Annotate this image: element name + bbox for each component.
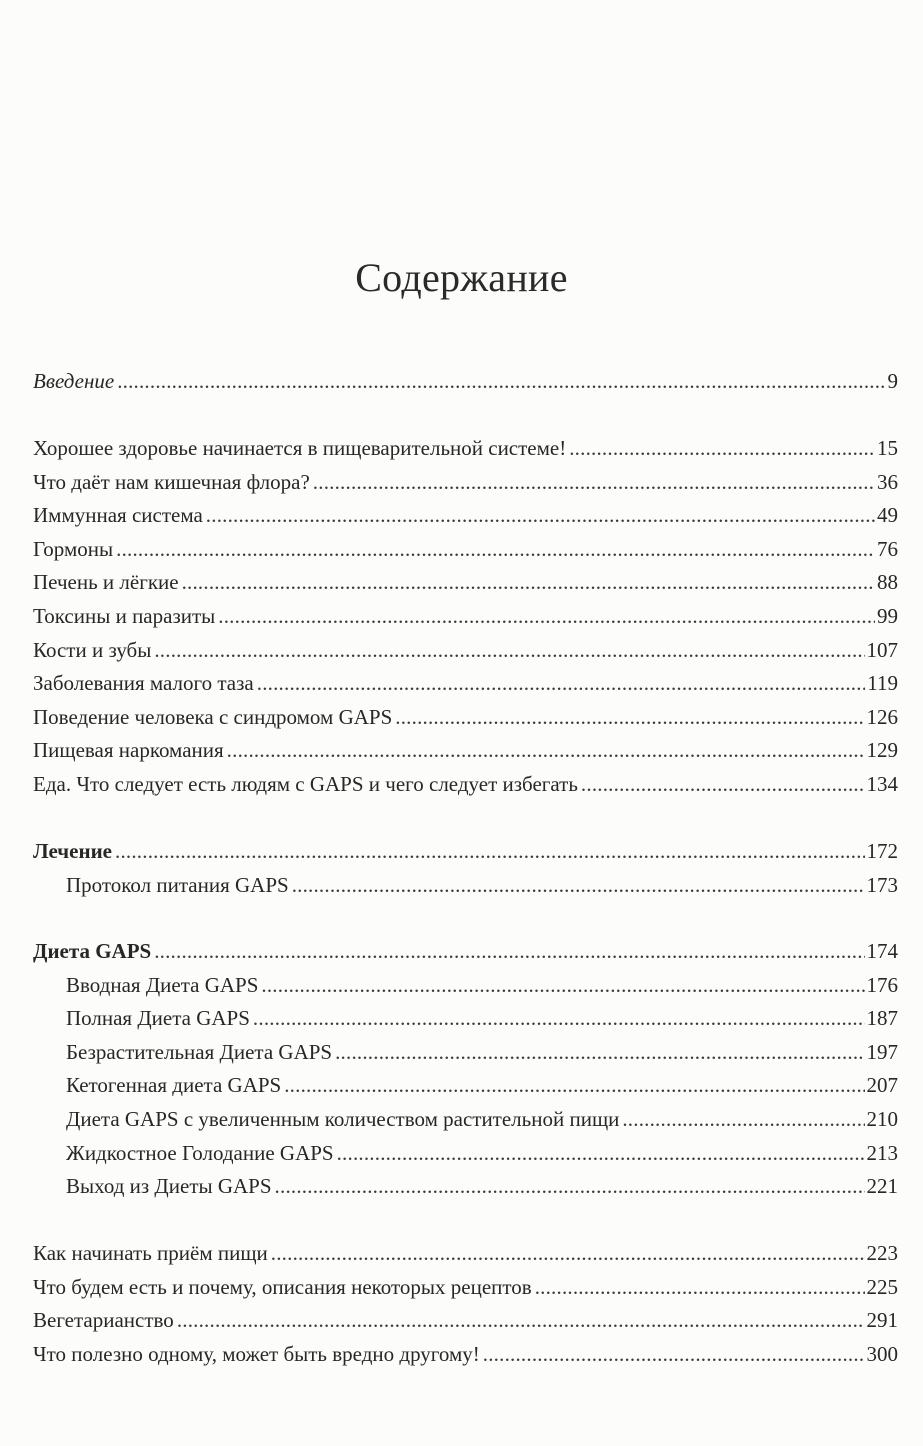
toc-entry <box>33 1304 898 1338</box>
toc-entry-label: Что полезно одному, может быть вредно другому! <box>33 1341 480 1366</box>
dot-leader <box>622 1103 864 1137</box>
dot-leader <box>177 1304 865 1338</box>
toc-page-number: 213 <box>866 1140 898 1165</box>
toc-subentry <box>33 1036 898 1070</box>
toc-entry-label: Заболевания малого таза <box>33 671 254 696</box>
toc-entry-label: Что даёт нам кишечная флора? <box>33 469 310 494</box>
dot-leader <box>154 935 864 969</box>
toc-section-diet <box>33 935 898 1204</box>
toc-page-number: 88 <box>877 570 898 595</box>
dot-leader <box>535 1271 865 1305</box>
toc-page-number: 119 <box>867 671 898 696</box>
dot-leader <box>569 432 875 466</box>
toc-page-number: 49 <box>877 503 898 528</box>
dot-leader <box>261 969 864 1003</box>
toc-page-number: 210 <box>866 1106 898 1131</box>
toc-page-number: 99 <box>877 603 898 628</box>
toc-entry-intro <box>33 365 898 399</box>
toc-entry <box>33 667 898 701</box>
toc-entry-label: Полная Диета GAPS <box>66 1006 250 1031</box>
toc-entry <box>33 1338 898 1372</box>
dot-leader <box>257 667 866 701</box>
dot-leader <box>337 1137 865 1171</box>
toc-entry-label: Токсины и паразиты <box>33 603 216 628</box>
toc-entry <box>33 734 898 768</box>
toc-page-number: 126 <box>866 704 898 729</box>
toc-page-number: 36 <box>877 469 898 494</box>
dot-leader <box>581 768 865 802</box>
dot-leader <box>284 1069 864 1103</box>
toc-page-number: 134 <box>866 771 898 796</box>
toc-page-number: 187 <box>866 1006 898 1031</box>
toc-entry-label: Вегетарианство <box>33 1308 174 1333</box>
page-title: Содержание <box>355 255 568 300</box>
toc-page-number: 176 <box>866 972 898 997</box>
toc-page-number: 225 <box>866 1274 898 1299</box>
toc-entry-heading <box>33 935 898 969</box>
toc-subentry <box>33 969 898 1003</box>
dot-leader <box>271 1237 865 1271</box>
toc-page-number: 174 <box>866 939 898 963</box>
dot-leader <box>253 1002 865 1036</box>
toc-page-number: 129 <box>866 738 898 763</box>
toc-page-number: 221 <box>866 1174 898 1199</box>
toc-entry-label: Вводная Диета GAPS <box>66 972 259 997</box>
toc-entry-label: Хорошее здоровье начинается в пищеварительной системе! <box>33 436 567 460</box>
toc-section-intro <box>33 365 898 399</box>
toc-entry-label: Что будем есть и почему, описания некоторых рецептов <box>33 1274 532 1299</box>
toc-page-number: 172 <box>866 839 898 863</box>
dot-leader <box>115 835 865 869</box>
toc-entry-label: Диета GAPS <box>33 939 152 963</box>
toc-entry <box>33 1271 898 1305</box>
toc-entry-label: Протокол питания GAPS <box>66 872 289 897</box>
toc-page-number: 15 <box>877 436 898 460</box>
dot-leader <box>313 466 875 500</box>
dot-leader <box>292 869 865 903</box>
toc-entry-label: Жидкостное Голодание GAPS <box>66 1140 334 1165</box>
dot-leader <box>117 365 885 399</box>
toc-page-number: 207 <box>866 1073 898 1098</box>
toc-page-number: 291 <box>866 1308 898 1333</box>
dot-leader <box>335 1036 864 1070</box>
dot-leader <box>275 1170 865 1204</box>
toc-subentry <box>33 1170 898 1204</box>
toc-page-number: 76 <box>877 536 898 561</box>
toc-entry-label: Кости и зубы <box>33 637 152 662</box>
toc-entry-label: Как начинать приём пищи <box>33 1241 268 1265</box>
toc-page-number: 223 <box>866 1241 898 1265</box>
toc-entry <box>33 1237 898 1271</box>
toc-subentry <box>33 1002 898 1036</box>
toc-entry-label: Еда. Что следует есть людям с GAPS и чего следует избегать <box>33 771 578 796</box>
toc-entry <box>33 768 898 802</box>
toc-subentry <box>33 869 898 903</box>
toc-page-number: 197 <box>866 1039 898 1064</box>
toc-entry <box>33 466 898 500</box>
toc-subentry <box>33 1137 898 1171</box>
toc-entry <box>33 432 898 466</box>
toc-entry-label: Диета GAPS с увеличенным количеством растительной пищи <box>66 1106 620 1131</box>
toc-page-number: 173 <box>866 872 898 897</box>
toc-entry-label: Гормоны <box>33 536 114 561</box>
dot-leader <box>182 566 875 600</box>
toc-entry-heading <box>33 835 898 869</box>
toc-page-number: 9 <box>887 369 898 393</box>
toc-section-main-chapters <box>33 432 898 802</box>
toc-subentry <box>33 1103 898 1137</box>
toc-entry-label: Выход из Диеты GAPS <box>66 1174 272 1199</box>
dot-leader <box>206 499 875 533</box>
toc-entry <box>33 634 898 668</box>
toc-page-number: 300 <box>866 1341 898 1366</box>
toc-section-final-chapters <box>33 1237 898 1371</box>
dot-leader <box>116 533 875 567</box>
toc-entry <box>33 701 898 735</box>
toc-entry-label: Лечение <box>33 839 112 863</box>
dot-leader <box>154 634 864 668</box>
dot-leader <box>483 1338 865 1372</box>
toc-entry-label: Введение <box>33 369 115 393</box>
dot-leader <box>227 734 865 768</box>
toc-entry-label: Печень и лёгкие <box>33 570 179 595</box>
dot-leader <box>218 600 875 634</box>
dot-leader <box>395 701 864 735</box>
toc-entry-label: Пищевая наркомания <box>33 738 224 763</box>
toc-entry-label: Кетогенная диета GAPS <box>66 1073 282 1098</box>
toc-entry <box>33 566 898 600</box>
toc-entry <box>33 533 898 567</box>
toc-entry-label: Поведение человека с синдромом GAPS <box>33 704 393 729</box>
toc-page-number: 107 <box>866 637 898 662</box>
toc-section-treatment <box>33 835 898 902</box>
toc-entry <box>33 499 898 533</box>
toc-entry-label: Безрастительная Диета GAPS <box>66 1039 333 1064</box>
toc-subentry <box>33 1069 898 1103</box>
toc-entry-label: Иммунная система <box>33 503 203 528</box>
toc-entry <box>33 600 898 634</box>
